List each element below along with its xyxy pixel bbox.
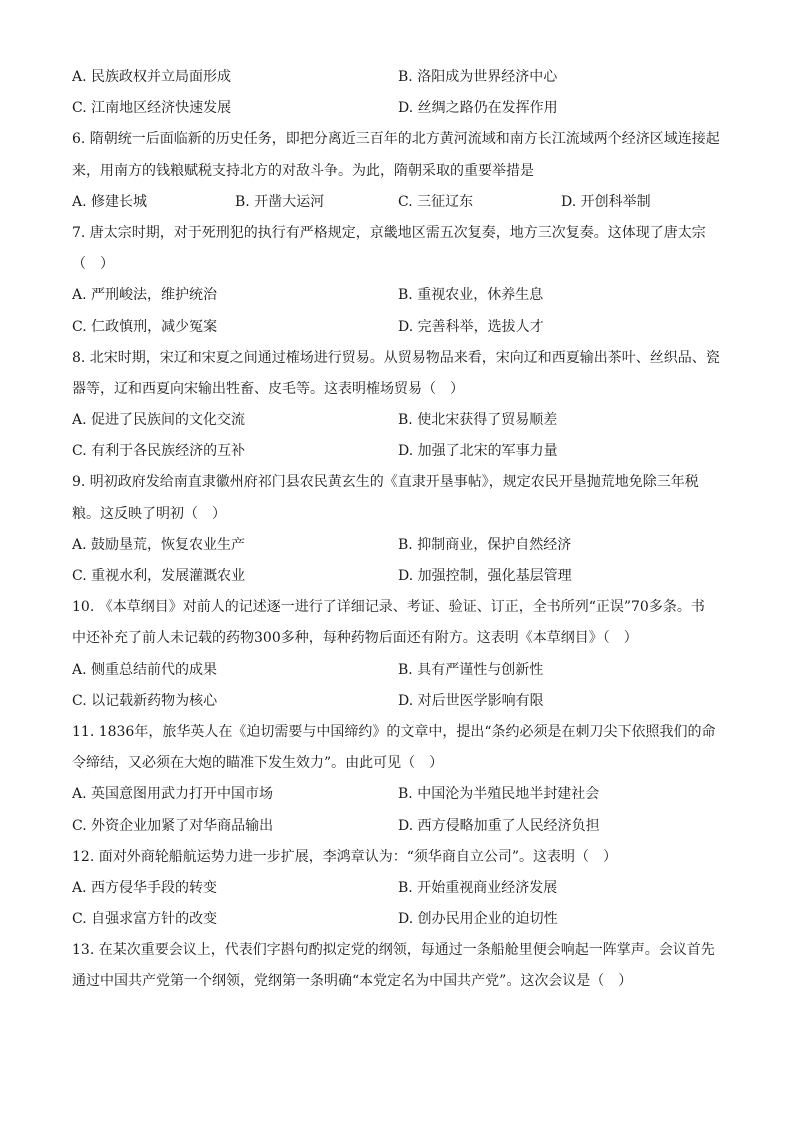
q6-option-c[interactable]: C. 三征辽东 xyxy=(398,193,474,210)
q9-option-c[interactable]: C. 重视水利，发展灌溉农业 xyxy=(72,568,246,584)
q10-stem-line-1: 10. 《本草纲目》对前人的记述逐一进行了详细记录、考证、验证、订正，全书所列“正误”70多条。书 xyxy=(72,599,705,616)
q10-options-row-2 xyxy=(72,686,724,717)
q7-stem-line-2: （ ） xyxy=(72,256,114,273)
q12-options-row-1 xyxy=(72,873,724,904)
q7-option-a[interactable]: A. 严刑峻法，维护统治 xyxy=(72,287,218,304)
q8-options-row-2 xyxy=(72,436,724,467)
q11-option-a[interactable]: A. 英国意图用武力打开中国市场 xyxy=(72,786,274,803)
q12-option-d[interactable]: D. 创办民用企业的迫切性 xyxy=(398,911,558,928)
q8-option-d[interactable]: D. 加强了北宋的军事力量 xyxy=(398,443,558,460)
q7-stem-line-1: 7. 唐太宗时期，对于死刑犯的执行有严格规定，京畿地区需五次复奏，地方三次复奏。这体现了唐太宗 xyxy=(72,224,706,241)
q8-stem-line-1: 8. 北宋时期，宋辽和宋夏之间通过榷场进行贸易。从贸易物品来看，宋向辽和西夏输出茶叶、丝织品、瓷 xyxy=(72,349,720,366)
q9-options-row-2 xyxy=(72,561,724,592)
q6-stem-line-1: 6. 隋朝统一后面临新的历史任务，即把分离近三百年的北方黄河流域和南方长江流域两个经济区域连接起 xyxy=(72,131,720,148)
q10-options-row-1 xyxy=(72,655,724,686)
q7-options-row-1 xyxy=(72,280,724,311)
q12-options-row-2 xyxy=(72,904,724,935)
q6-option-a[interactable]: A. 修建长城 xyxy=(72,193,148,210)
q11-option-b[interactable]: B. 中国沦为半殖民地半封建社会 xyxy=(398,786,600,803)
q11-stem-line-2: 令缔结，又必须在大炮的瞄准下发生效力”。由此可见（ ） xyxy=(72,755,444,772)
q11-option-c[interactable]: C. 外资企业加紧了对华商品输出 xyxy=(72,817,274,834)
q9-stem-line-2: 粮。这反映了明初（ ） xyxy=(72,505,226,522)
q9-options-row-1 xyxy=(72,530,724,561)
q9-option-b[interactable]: B. 抑制商业，保护自然经济 xyxy=(398,536,572,553)
q6-option-d[interactable]: D. 开创科举制 xyxy=(561,193,651,210)
q7-option-b[interactable]: B. 重视农业，休养生息 xyxy=(398,287,544,304)
q5-options-row-1 xyxy=(72,62,724,93)
q6-stem-line-2: 来，用南方的钱粮赋税支持北方的对敌斗争。为此，隋朝采取的重要举措是 xyxy=(72,162,534,179)
q9-stem-line-1: 9. 明初政府发给南直隶徽州府祁门县农民黄玄生的《直隶开垦事帖》，规定农民开垦抛荒地免除三年税 xyxy=(72,474,699,491)
q6-options-row xyxy=(72,187,724,218)
q7-option-c[interactable]: C. 仁政慎刑，减少冤案 xyxy=(72,318,218,335)
q9-option-d[interactable]: D. 加强控制，强化基层管理 xyxy=(398,568,572,584)
q8-option-b[interactable]: B. 使北宋获得了贸易顺差 xyxy=(398,412,558,429)
q11-option-d[interactable]: D. 西方侵略加重了人民经济负担 xyxy=(398,817,600,834)
q13-stem-line-2: 通过中国共产党第一个纲领，党纲第一条明确“本党定名为中国共产党”。这次会议是（ ） xyxy=(72,973,633,990)
q8-option-a[interactable]: A. 促进了民族间的文化交流 xyxy=(72,412,246,429)
q11-stem-line-1: 11. 1836年，旅华英人在《迫切需要与中国缔约》的文章中，提出“条约必须是在刺刀尖下依照我们的命 xyxy=(72,723,716,740)
q9-option-a[interactable]: A. 鼓励垦荒，恢复农业生产 xyxy=(72,536,246,553)
q5-option-a[interactable]: A. 民族政权并立局面形成 xyxy=(72,69,232,85)
q7-option-d[interactable]: D. 完善科举，选拔人才 xyxy=(398,318,544,335)
q5-option-d[interactable]: D. 丝绸之路仍在发挥作用 xyxy=(398,100,558,117)
q12-stem-line-1: 12. 面对外商轮船航运势力进一步扩展，李鸿章认为：“须华商自立公司”。这表明（ ） xyxy=(72,848,618,865)
q8-options-row-1 xyxy=(72,405,724,436)
q12-option-c[interactable]: C. 自强求富方针的改变 xyxy=(72,911,218,928)
q5-option-c[interactable]: C. 江南地区经济快速发展 xyxy=(72,100,232,117)
q8-option-c[interactable]: C. 有利于各民族经济的互补 xyxy=(72,443,246,460)
q10-stem-line-2: 中还补充了前人未记载的药物300多种，每种药物后面还有附方。这表明《本草纲目》（ ） xyxy=(72,630,638,647)
q12-option-a[interactable]: A. 西方侵华手段的转变 xyxy=(72,879,218,896)
q8-stem-line-2: 器等，辽和西夏向宋输出牲畜、皮毛等。这表明榷场贸易（ ） xyxy=(72,380,464,397)
q7-options-row-2 xyxy=(72,312,724,343)
q10-option-c[interactable]: C. 以记载新药物为核心 xyxy=(72,692,218,709)
q5-option-b[interactable]: B. 洛阳成为世界经济中心 xyxy=(398,69,558,85)
q10-option-b[interactable]: B. 具有严谨性与创新性 xyxy=(398,661,544,678)
q10-option-a[interactable]: A. 侧重总结前代的成果 xyxy=(72,661,218,678)
q11-options-row-2 xyxy=(72,811,724,842)
q12-option-b[interactable]: B. 开始重视商业经济发展 xyxy=(398,879,558,896)
q11-options-row-1 xyxy=(72,779,724,810)
exam-page xyxy=(72,62,724,998)
q10-option-d[interactable]: D. 对后世医学影响有限 xyxy=(398,692,544,709)
q13-stem-line-1: 13. 在某次重要会议上，代表们字斟句酌拟定党的纲领，每通过一条船舱里便会响起一阵掌声。会议首先 xyxy=(72,942,715,959)
q5-options-row-2 xyxy=(72,93,724,124)
q6-option-b[interactable]: B. 开凿大运河 xyxy=(235,193,325,210)
